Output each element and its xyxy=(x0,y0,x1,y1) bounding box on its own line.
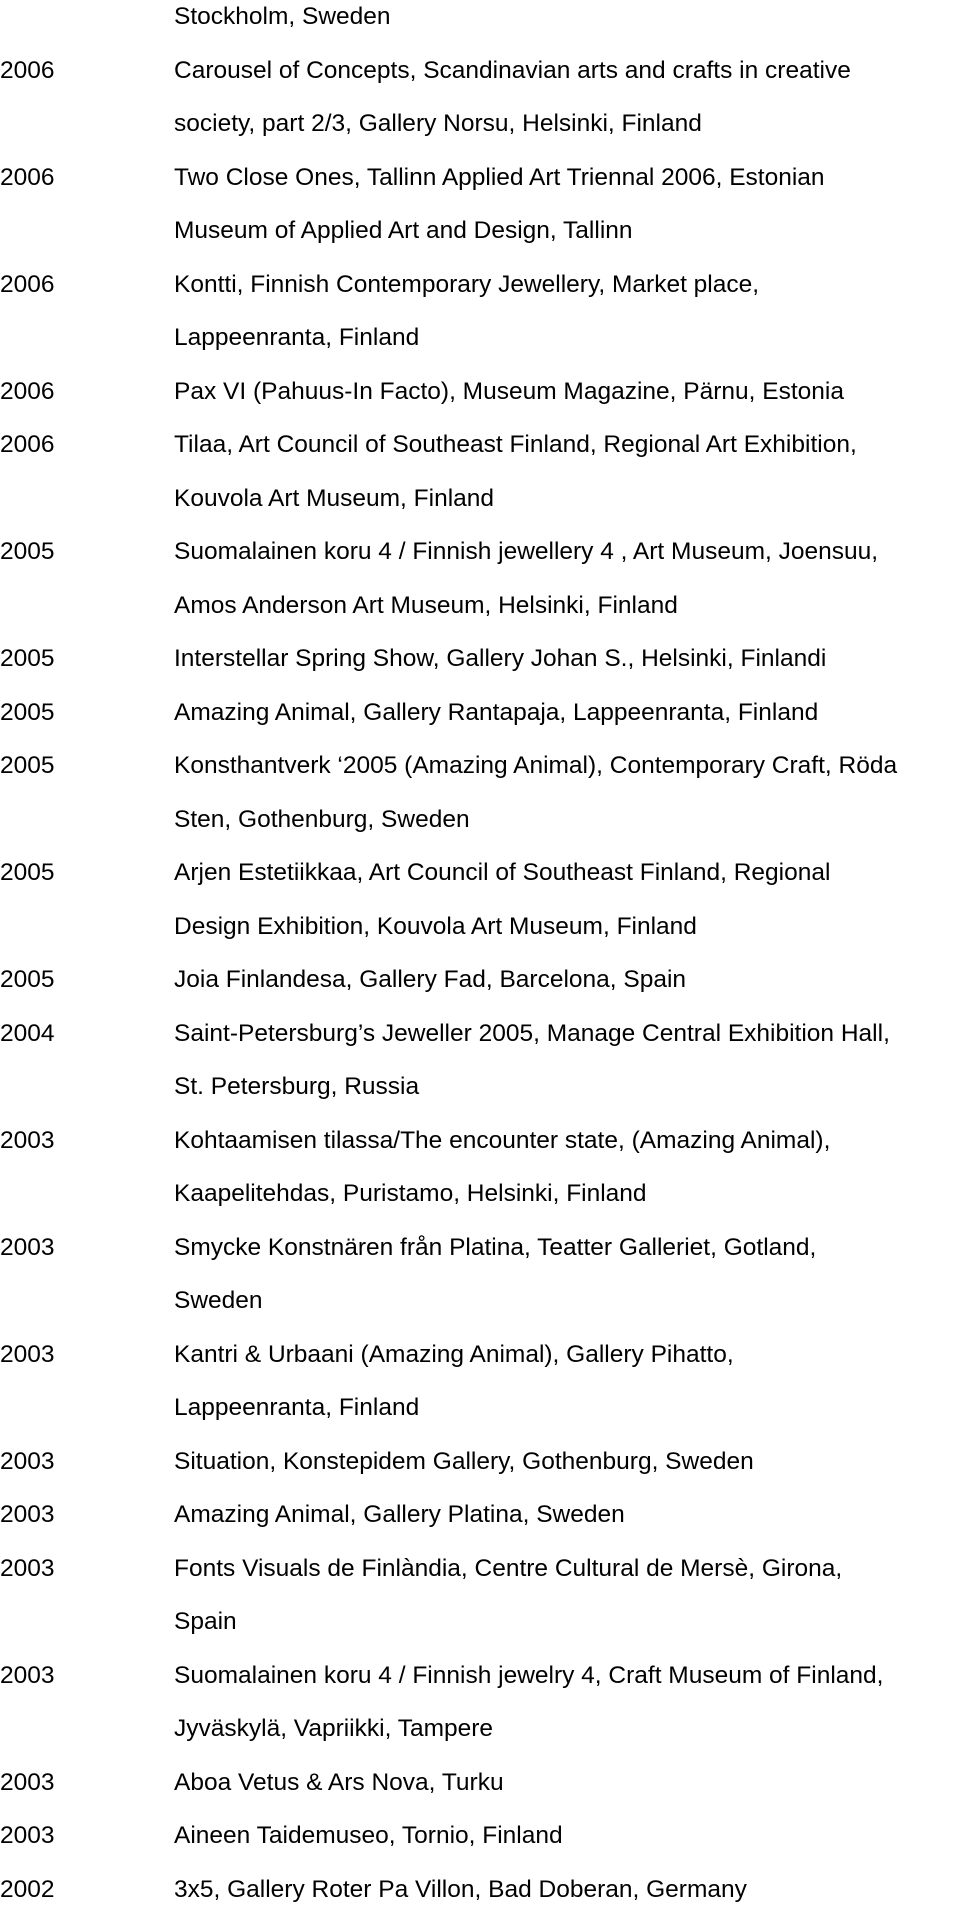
list-item xyxy=(0,1819,960,1873)
exhibition-description: St. Petersburg, Russia xyxy=(174,1070,419,1104)
exhibition-year: 2005 xyxy=(0,642,55,676)
exhibition-year: 2006 xyxy=(0,428,55,462)
list-item xyxy=(0,642,960,696)
list-item xyxy=(0,161,960,215)
list-item xyxy=(0,749,960,803)
exhibition-year: 2003 xyxy=(0,1766,55,1800)
exhibition-description: Amos Anderson Art Museum, Helsinki, Finland xyxy=(174,589,678,623)
list-item xyxy=(0,696,960,750)
exhibition-description: Situation, Konstepidem Gallery, Gothenburg, Sweden xyxy=(174,1445,754,1479)
exhibition-year: 2003 xyxy=(0,1659,55,1693)
exhibition-description: Stockholm, Sweden xyxy=(174,0,391,34)
exhibition-description: Jyväskylä, Vapriikki, Tampere xyxy=(174,1712,493,1746)
exhibition-description: Kohtaamisen tilassa/The encounter state, (Amazing Animal), xyxy=(174,1124,830,1158)
list-item xyxy=(0,1284,960,1338)
list-item xyxy=(0,589,960,643)
exhibition-year: 2006 xyxy=(0,268,55,302)
list-item xyxy=(0,963,960,1017)
exhibition-description: Suomalainen koru 4 / Finnish jewelry 4, Craft Museum of Finland, xyxy=(174,1659,883,1693)
list-item xyxy=(0,1498,960,1552)
list-item xyxy=(0,0,960,54)
exhibition-description: Museum of Applied Art and Design, Tallinn xyxy=(174,214,633,248)
exhibition-description: Aboa Vetus & Ars Nova, Turku xyxy=(174,1766,504,1800)
exhibition-description: Joia Finlandesa, Gallery Fad, Barcelona, Spain xyxy=(174,963,686,997)
exhibition-description: Lappeenranta, Finland xyxy=(174,321,419,355)
exhibition-description: Smycke Konstnären från Platina, Teatter Galleriet, Gotland, xyxy=(174,1231,816,1265)
exhibition-description: Kontti, Finnish Contemporary Jewellery, Market place, xyxy=(174,268,759,302)
exhibition-description: Konsthantverk ‘2005 (Amazing Animal), Contemporary Craft, Röda xyxy=(174,749,897,783)
list-item xyxy=(0,1391,960,1445)
exhibition-description: Pax VI (Pahuus-In Facto), Museum Magazine, Pärnu, Estonia xyxy=(174,375,844,409)
exhibition-year: 2005 xyxy=(0,963,55,997)
list-item xyxy=(0,1659,960,1713)
exhibition-year: 2006 xyxy=(0,161,55,195)
exhibition-description: Kouvola Art Museum, Finland xyxy=(174,482,494,516)
exhibition-year: 2003 xyxy=(0,1819,55,1853)
list-item xyxy=(0,1177,960,1231)
exhibition-description: Sweden xyxy=(174,1284,263,1318)
exhibition-description: society, part 2/3, Gallery Norsu, Helsinki, Finland xyxy=(174,107,702,141)
list-item xyxy=(0,268,960,322)
exhibition-description: Design Exhibition, Kouvola Art Museum, Finland xyxy=(174,910,697,944)
list-item xyxy=(0,321,960,375)
exhibition-description: Suomalainen koru 4 / Finnish jewellery 4 , Art Museum, Joensuu, xyxy=(174,535,878,569)
exhibition-description: Aineen Taidemuseo, Tornio, Finland xyxy=(174,1819,563,1853)
list-item xyxy=(0,1445,960,1499)
list-item xyxy=(0,1231,960,1285)
list-item xyxy=(0,803,960,857)
exhibition-year: 2005 xyxy=(0,749,55,783)
list-item xyxy=(0,428,960,482)
list-item xyxy=(0,1873,960,1926)
list-item xyxy=(0,54,960,108)
list-item xyxy=(0,910,960,964)
exhibition-description: Carousel of Concepts, Scandinavian arts and crafts in creative xyxy=(174,54,851,88)
exhibition-description: Fonts Visuals de Finlàndia, Centre Cultural de Mersè, Girona, xyxy=(174,1552,842,1586)
list-item xyxy=(0,1017,960,1071)
list-item xyxy=(0,482,960,536)
list-item xyxy=(0,1338,960,1392)
exhibition-description: Sten, Gothenburg, Sweden xyxy=(174,803,470,837)
exhibition-description: Amazing Animal, Gallery Rantapaja, Lappeenranta, Finland xyxy=(174,696,818,730)
exhibition-description: Tilaa, Art Council of Southeast Finland, Regional Art Exhibition, xyxy=(174,428,857,462)
exhibition-year: 2002 xyxy=(0,1873,55,1907)
list-item xyxy=(0,1766,960,1820)
list-item xyxy=(0,1124,960,1178)
exhibition-year: 2003 xyxy=(0,1498,55,1532)
exhibition-year: 2006 xyxy=(0,375,55,409)
exhibition-description: Kaapelitehdas, Puristamo, Helsinki, Finland xyxy=(174,1177,647,1211)
list-item xyxy=(0,856,960,910)
list-item xyxy=(0,1712,960,1766)
list-item xyxy=(0,214,960,268)
exhibition-year: 2004 xyxy=(0,1017,55,1051)
exhibition-year: 2003 xyxy=(0,1124,55,1158)
list-item xyxy=(0,375,960,429)
list-item xyxy=(0,1552,960,1606)
list-item xyxy=(0,107,960,161)
exhibition-description: Two Close Ones, Tallinn Applied Art Triennal 2006, Estonian xyxy=(174,161,825,195)
exhibition-year: 2003 xyxy=(0,1231,55,1265)
exhibition-description: Kantri & Urbaani (Amazing Animal), Gallery Pihatto, xyxy=(174,1338,734,1372)
exhibition-description: Spain xyxy=(174,1605,237,1639)
list-item xyxy=(0,535,960,589)
exhibition-year: 2005 xyxy=(0,535,55,569)
exhibition-year: 2003 xyxy=(0,1338,55,1372)
exhibition-year: 2003 xyxy=(0,1552,55,1586)
list-item xyxy=(0,1070,960,1124)
list-item xyxy=(0,1605,960,1659)
exhibition-year: 2005 xyxy=(0,856,55,890)
exhibition-description: 3x5, Gallery Roter Pa Villon, Bad Doberan, Germany xyxy=(174,1873,747,1907)
exhibition-description: Lappeenranta, Finland xyxy=(174,1391,419,1425)
exhibition-year: 2003 xyxy=(0,1445,55,1479)
exhibition-year: 2005 xyxy=(0,696,55,730)
exhibition-description: Arjen Estetiikkaa, Art Council of Southeast Finland, Regional xyxy=(174,856,830,890)
exhibition-year: 2006 xyxy=(0,54,55,88)
exhibition-description: Interstellar Spring Show, Gallery Johan S., Helsinki, Finlandi xyxy=(174,642,826,676)
exhibition-description: Saint-Petersburg’s Jeweller 2005, Manage Central Exhibition Hall, xyxy=(174,1017,890,1051)
exhibition-description: Amazing Animal, Gallery Platina, Sweden xyxy=(174,1498,625,1532)
